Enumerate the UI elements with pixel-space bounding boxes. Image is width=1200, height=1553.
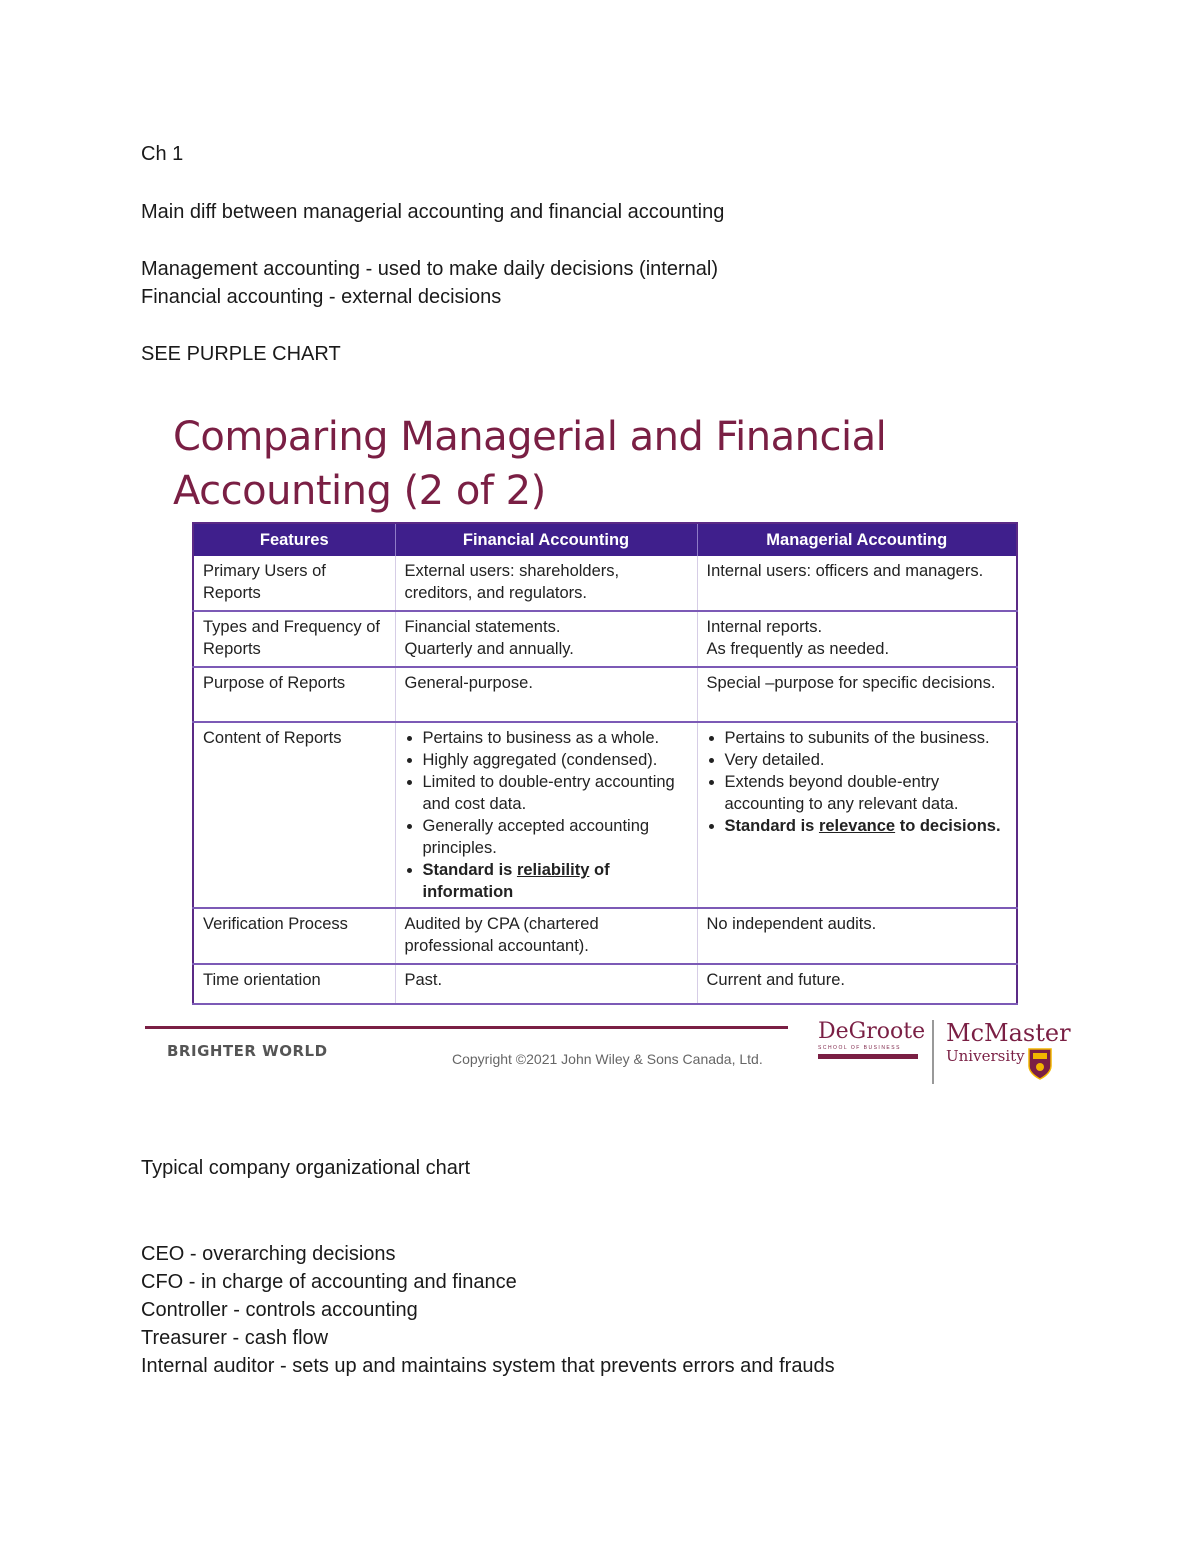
feature-cell: Purpose of Reports (193, 667, 395, 722)
list-item-standard (725, 815, 1008, 837)
table-row (193, 722, 1017, 908)
financial-content-list (405, 727, 688, 903)
slide-footer-divider (145, 1026, 788, 1029)
table-row (193, 964, 1017, 1004)
degroote-logo-bar (818, 1054, 918, 1059)
role-internal-auditor: Internal auditor - sets up and maintains system that prevents errors and frauds (141, 1355, 835, 1377)
mcmaster-crest-icon (1028, 1048, 1052, 1080)
role-controller: Controller - controls accounting (141, 1299, 418, 1321)
standard-emphasis: relevance (818, 817, 896, 835)
role-treasurer: Treasurer - cash flow (141, 1327, 329, 1349)
managerial-cell: No independent audits. (697, 908, 1017, 964)
table-row (193, 611, 1017, 667)
degroote-logo-name: DeGroote (818, 1019, 926, 1044)
feature-cell: Types and Frequency of Reports (193, 611, 395, 667)
list-item: • Pertains to business as a whole. (423, 727, 688, 749)
table-row (193, 556, 1017, 611)
column-header-financial: Financial Accounting (395, 523, 697, 556)
financial-cell: Past. (395, 964, 697, 1004)
list-item: • Extends beyond double-entry accounting to any relevant data. (725, 771, 1008, 815)
feature-cell: Content of Reports (193, 722, 395, 908)
financial-cell-line: Quarterly and annually. (404, 640, 574, 658)
column-header-features: Features (193, 523, 395, 556)
managerial-cell: Current and future. (697, 964, 1017, 1004)
standard-suffix: of information (422, 861, 610, 901)
copyright-notice: Copyright ©2021 John Wiley & Sons Canada, Ltd. (452, 1051, 763, 1067)
list-item: • Generally accepted accounting principles. (423, 815, 688, 859)
main-diff-text: Main diff between managerial accounting and financial accounting (141, 201, 725, 223)
slide-title (173, 410, 1073, 518)
managerial-content-list (707, 727, 1008, 837)
role-cfo: CFO - in charge of accounting and finance (141, 1271, 517, 1293)
managerial-cell-line: Internal reports. (706, 618, 823, 636)
managerial-cell: Special –purpose for specific decisions. (697, 667, 1017, 722)
financial-cell: External users: shareholders, creditors, and regulators. (395, 556, 697, 611)
mcmaster-logo-name: McMaster (946, 1019, 1071, 1047)
slide-title-line-1: Comparing Managerial and Financial (173, 414, 887, 460)
logo-divider (932, 1020, 934, 1084)
mcmaster-logo-subtitle: University (946, 1047, 1025, 1065)
feature-cell: Time orientation (193, 964, 395, 1004)
column-header-managerial: Managerial Accounting (697, 523, 1017, 556)
degroote-logo-subtitle: SCHOOL OF BUSINESS (818, 1045, 901, 1051)
degroote-logo (818, 1019, 926, 1059)
feature-cell: Primary Users of Reports (193, 556, 395, 611)
managerial-cell (697, 611, 1017, 667)
standard-prefix: Standard is (422, 861, 517, 879)
financial-cell (395, 611, 697, 667)
financial-cell: Audited by CPA (chartered professional accountant). (395, 908, 697, 964)
role-ceo: CEO - overarching decisions (141, 1243, 396, 1265)
standard-emphasis: reliability (516, 861, 590, 879)
financial-cell (395, 722, 697, 908)
list-item: • Very detailed. (725, 749, 1008, 771)
see-chart-note: SEE PURPLE CHART (141, 343, 341, 365)
slide-title-line-2: Accounting (2 of 2) (173, 468, 546, 514)
table-header-row (193, 523, 1017, 556)
brighter-world-tagline: BRIGHTER WORLD (167, 1042, 328, 1060)
table-row (193, 667, 1017, 722)
list-item-standard (423, 859, 688, 903)
list-item: • Highly aggregated (condensed). (423, 749, 688, 771)
financial-cell: General-purpose. (395, 667, 697, 722)
managerial-cell: Internal users: officers and managers. (697, 556, 1017, 611)
org-chart-heading: Typical company organizational chart (141, 1157, 471, 1179)
list-item: • Pertains to subunits of the business. (725, 727, 1008, 749)
comparison-table (192, 522, 1018, 1005)
list-item: • Limited to double-entry accounting and cost data. (423, 771, 688, 815)
standard-suffix: to decisions. (895, 817, 1001, 835)
managerial-cell (697, 722, 1017, 908)
standard-prefix: Standard is (724, 817, 819, 835)
feature-cell: Verification Process (193, 908, 395, 964)
table-row (193, 908, 1017, 964)
management-accounting-definition: Management accounting - used to make daily decisions (internal) (141, 258, 718, 280)
financial-accounting-definition: Financial accounting - external decisions (141, 286, 502, 308)
managerial-cell-line: As frequently as needed. (706, 640, 890, 658)
chapter-heading: Ch 1 (141, 143, 184, 165)
financial-cell-line: Financial statements. (404, 618, 561, 636)
